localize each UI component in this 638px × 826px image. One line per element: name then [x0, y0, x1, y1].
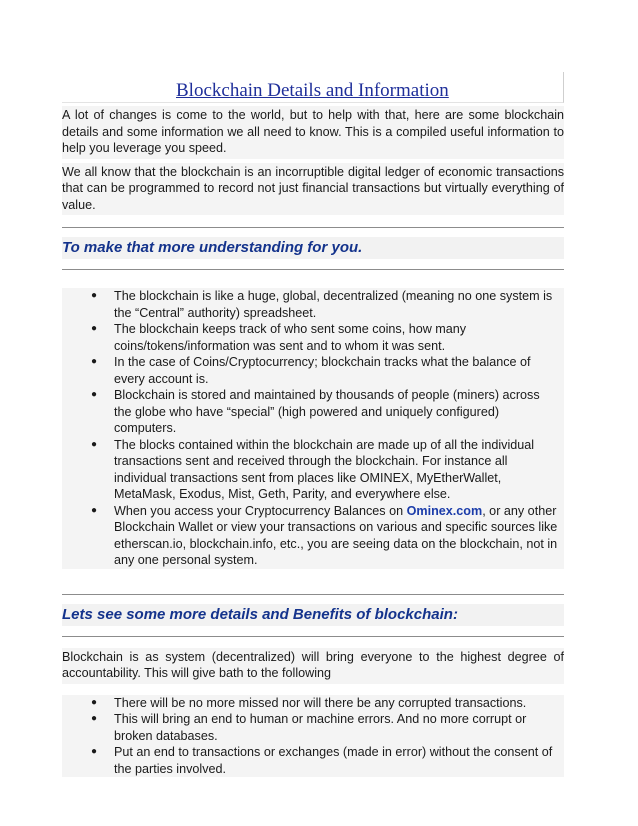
- list-item-text: Put an end to transactions or exchanges (made in error) without the consent of the parties involved.: [114, 745, 553, 776]
- list-item-text: The blockchain keeps track of who sent some coins, how many coins/tokens/information was sent and to whom it was sent.: [114, 322, 467, 353]
- bullet-icon: ●: [91, 438, 98, 450]
- list-item: [62, 711, 564, 744]
- section-heading-benefits: Lets see some more details and Benefits of blockchain:: [62, 604, 564, 626]
- document-title: Blockchain Details and Information: [176, 80, 449, 101]
- list-item: [62, 354, 564, 387]
- intro-paragraph-2: We all know that the blockchain is an incorruptible digital ledger of economic transactions that can be programmed to record not just financial transactions but virtually everything of value.: [62, 163, 564, 216]
- benefits-paragraph: Blockchain is as system (decentralized) will bring everyone to the highest degree of accountability. This will give bath to the following: [62, 648, 564, 684]
- list-item-text-end: , or any other Blockchain Wallet or view your transactions on various and specific sources like etherscan.io, blockchain.info, etc., you are seeing data on the blockchain, not in any one personal system.: [114, 503, 558, 567]
- bullet-icon: ●: [91, 323, 98, 334]
- list-item-text: There will be no more missed nor will there be any corrupted transactions.: [114, 695, 527, 710]
- list-item-text: This will bring an end to human or machine errors. And no more corrupt or broken databases.: [114, 712, 527, 743]
- bullet-icon: ●: [91, 713, 98, 724]
- list-item: [62, 437, 564, 503]
- divider: [62, 636, 564, 637]
- benefits-bullet-list: [62, 695, 564, 778]
- bullet-icon: ●: [91, 290, 98, 301]
- document-page: [62, 72, 564, 777]
- list-item-text-start: When you access your Cryptocurrency Balances on: [114, 503, 407, 518]
- list-item: [62, 503, 564, 569]
- list-item-text: The blocks contained within the blockchain are made up of all the individual transactions sent and received through the blockchain. For instance all individual transactions sent from places like OMINEX, MyEtherWallet, MetaMask, Exodus, Mist, Geth, Parity, and everywhere else.: [114, 437, 535, 501]
- section-heading-understanding: To make that more understanding for you.: [62, 237, 564, 259]
- list-item: [62, 321, 564, 354]
- list-item-text: Blockchain is stored and maintained by thousands of people (miners) across the globe who have “special” (high powered and uniquely configured) computers.: [114, 388, 540, 435]
- divider: [62, 227, 564, 228]
- intro-paragraph-1: A lot of changes is come to the world, but to help with that, here are some blockchain details and some information we all need to know. This is a compiled useful information to help you leverage you speed.: [62, 106, 564, 159]
- list-item: [62, 387, 564, 437]
- bullet-icon: ●: [91, 389, 98, 400]
- bullet-icon: ●: [91, 696, 98, 708]
- list-item-text: The blockchain is like a huge, global, decentralized (meaning no one system is the “Central” authority) spreadsheet.: [114, 289, 553, 320]
- bullet-icon: ●: [91, 504, 98, 516]
- divider: [62, 594, 564, 595]
- list-item-text: In the case of Coins/Cryptocurrency; blockchain tracks what the balance of every account is.: [114, 355, 531, 386]
- bullet-icon: ●: [91, 746, 98, 757]
- list-item: [62, 288, 564, 321]
- list-item: [62, 744, 564, 777]
- ominex-link[interactable]: Ominex.com: [406, 503, 483, 518]
- list-item: [62, 695, 564, 712]
- title-bar: [62, 72, 564, 103]
- understanding-bullet-list: [62, 288, 564, 569]
- divider: [62, 269, 564, 270]
- bullet-icon: ●: [91, 356, 98, 367]
